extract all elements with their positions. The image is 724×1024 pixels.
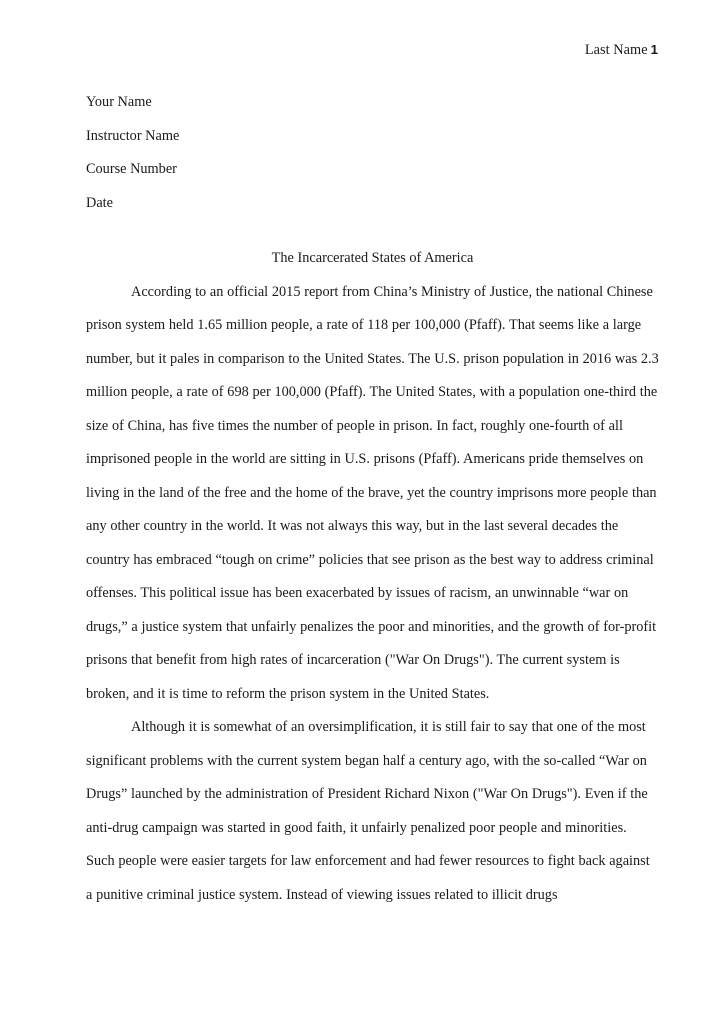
mla-heading-block	[86, 86, 659, 220]
document-body	[86, 86, 659, 912]
heading-line-date: Date	[86, 194, 113, 211]
body-paragraph-2: Although it is somewhat of an oversimplification, it is still fair to say that one of the most significant problems with the current system began half a century ago, with the so-called “War on Drugs” launched by the administration of President Richard Nixon ("War On Drugs"). Even if the anti-drug campaign was started in good faith, it unfairly penalized poor people and minorities. Such people were easier targets for law enforcement and had fewer resources to fight back against a punitive criminal justice system. Instead of viewing issues related to illicit drugs	[86, 719, 650, 903]
running-header	[86, 41, 658, 59]
header-last-name: Last Name	[584, 42, 648, 58]
heading-line-instructor-name: Instructor Name	[86, 127, 180, 144]
body-paragraph-1: According to an official 2015 report from China’s Ministry of Justice, the national Chinese prison system held 1.65 million people, a rate of 118 per 100,000 (Pfaff). That seems like a large number, but it pales in comparison to the United States. The U.S. prison population in 2016 was 2.3 million people, a rate of 698 per 100,000 (Pfaff). The United States, with a population one-third the size of China, has five times the number of people in prison. In fact, roughly one-fourth of all imprisoned people in the world are sitting in U.S. prisons (Pfaff). Americans pride themselves on living in the land of the free and the home of the brave, yet the country imprisons more people than any other country in the world. It was not always this way, but in the last several decades the country has embraced “tough on crime” policies that see prison as the best way to address criminal offenses. This political issue has been exacerbated by issues of racism, an unwinnable “war on drugs,” a justice system that unfairly penalizes the poor and minorities, and the growth of for-profit prisons that benefit from high rates of incarceration ("War On Drugs"). The current system is broken, and it is time to reform the prison system in the United States.	[86, 283, 659, 702]
header-page-number: 1	[650, 42, 658, 57]
essay-title: The Incarcerated States of America	[271, 250, 474, 266]
heading-line-your-name: Your Name	[86, 94, 152, 110]
heading-line-course-number: Course Number	[86, 161, 177, 177]
